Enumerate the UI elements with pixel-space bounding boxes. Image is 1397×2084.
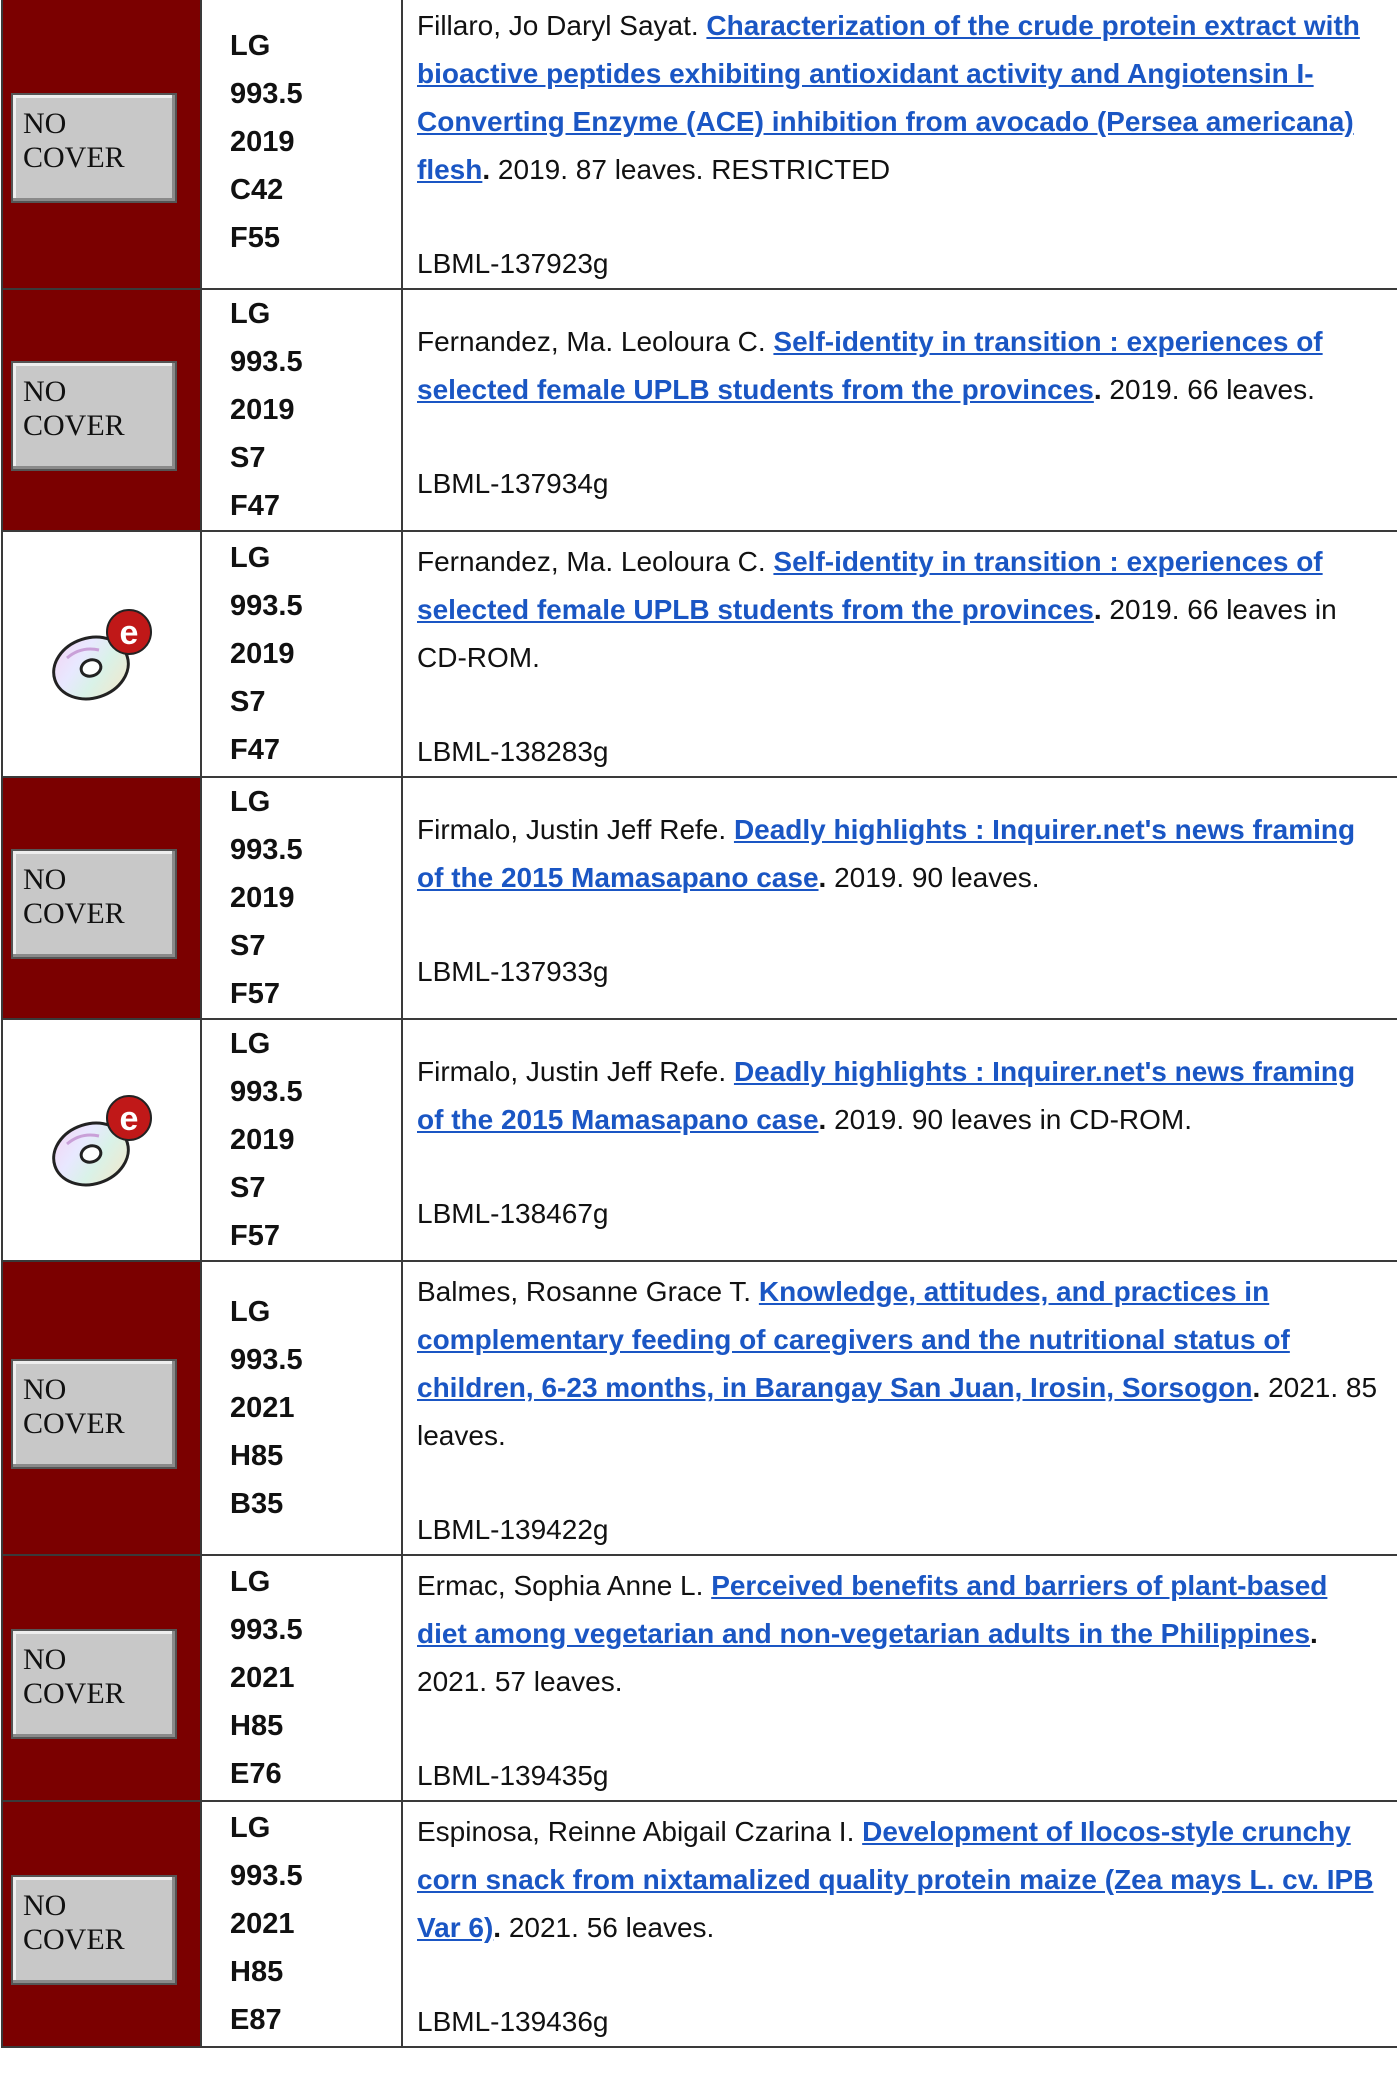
title-period: . xyxy=(818,862,827,893)
catalog-table xyxy=(1,0,1397,2048)
call-number: LG 993.5 2019 S7 F57 xyxy=(201,777,402,1019)
catalog-rows xyxy=(2,0,1397,2047)
catalog-record-row xyxy=(2,1555,1397,1801)
no-cover-line1: NO xyxy=(23,1643,67,1676)
no-cover-line2: COVER xyxy=(23,409,125,442)
author: Ermac, Sophia Anne L. xyxy=(417,1570,712,1601)
accession-number: LBML-137934g xyxy=(417,468,609,499)
cover-cell xyxy=(2,1801,201,2047)
author: Fillaro, Jo Daryl Sayat. xyxy=(417,10,707,41)
title-period: . xyxy=(1093,594,1102,625)
author: Firmalo, Justin Jeff Refe. xyxy=(417,1056,734,1087)
no-cover-placeholder xyxy=(11,1629,177,1739)
cover-cell xyxy=(2,777,201,1019)
title-link[interactable]: Perceived benefits and barriers of plant-based diet among vegetarian and non-vegetarian adults in the Philippines xyxy=(417,1570,1328,1649)
svg-text:e: e xyxy=(119,613,138,652)
catalog-record-row xyxy=(2,1261,1397,1555)
record-description xyxy=(402,1261,1397,1555)
call-number: LG 993.5 2021 H85 E87 xyxy=(201,1801,402,2047)
no-cover-line1: NO xyxy=(23,1889,67,1922)
accession-number: LBML-139422g xyxy=(417,1514,609,1545)
cover-cell xyxy=(2,1019,201,1261)
record-description xyxy=(402,1555,1397,1801)
details: 2021. 85 leaves. xyxy=(417,1372,1378,1451)
cover-cell xyxy=(2,289,201,531)
accession-number: LBML-137933g xyxy=(417,956,609,987)
catalog-record-row xyxy=(2,0,1397,289)
cd-rom-icon xyxy=(47,1088,157,1193)
no-cover-line2: COVER xyxy=(23,141,125,174)
no-cover-line2: COVER xyxy=(23,1407,125,1440)
cover-cell xyxy=(2,1555,201,1801)
title-link[interactable]: Self-identity in transition : experiences of selected female UPLB students from the provinces xyxy=(417,326,1323,405)
cover-cell xyxy=(2,531,201,777)
accession-number: LBML-139436g xyxy=(417,2006,609,2037)
no-cover-line1: NO xyxy=(23,107,67,140)
no-cover-line1: NO xyxy=(23,863,67,896)
author: Fernandez, Ma. Leoloura C. xyxy=(417,326,774,357)
title-link[interactable]: Deadly highlights : Inquirer.net's news framing of the 2015 Mamasapano case xyxy=(417,814,1356,893)
no-cover-line2: COVER xyxy=(23,1923,125,1956)
title-period: . xyxy=(493,1912,502,1943)
accession-number: LBML-139435g xyxy=(417,1760,609,1791)
svg-text:e: e xyxy=(119,1099,138,1138)
title-link[interactable]: Deadly highlights : Inquirer.net's news framing of the 2015 Mamasapano case xyxy=(417,1056,1356,1135)
cover-cell xyxy=(2,1261,201,1555)
author: Balmes, Rosanne Grace T. xyxy=(417,1276,759,1307)
title-period: . xyxy=(1310,1618,1318,1649)
title-period: . xyxy=(1093,374,1102,405)
title-period: . xyxy=(482,154,491,185)
cover-cell xyxy=(2,0,201,289)
record-description xyxy=(402,289,1397,531)
call-number: LG 993.5 2019 S7 F47 xyxy=(201,289,402,531)
catalog-record-row xyxy=(2,1801,1397,2047)
title-link[interactable]: Development of Ilocos-style crunchy corn snack from nixtamalized quality protein maize (Zea mays L. cv. IPB Var 6) xyxy=(417,1816,1374,1943)
no-cover-line2: COVER xyxy=(23,1677,125,1710)
accession-number: LBML-138467g xyxy=(417,1198,609,1229)
no-cover-placeholder xyxy=(11,1359,177,1469)
no-cover-placeholder xyxy=(11,849,177,959)
cd-rom-icon xyxy=(47,602,157,707)
call-number: LG 993.5 2019 S7 F57 xyxy=(201,1019,402,1261)
details: 2019. 90 leaves in CD-ROM. xyxy=(826,1104,1193,1135)
record-description xyxy=(402,777,1397,1019)
call-number: LG 993.5 2019 S7 F47 xyxy=(201,531,402,777)
no-cover-placeholder xyxy=(11,361,177,471)
catalog-record-row xyxy=(2,777,1397,1019)
details: 2021. 57 leaves. xyxy=(417,1666,623,1697)
record-description xyxy=(402,531,1397,777)
details: 2019. 66 leaves. xyxy=(1101,374,1315,405)
catalog-record-row xyxy=(2,1019,1397,1261)
details: 2019. 90 leaves. xyxy=(826,862,1040,893)
title-period: . xyxy=(1252,1372,1261,1403)
record-description xyxy=(402,1019,1397,1261)
title-link[interactable]: Characterization of the crude protein extract with bioactive peptides exhibiting antioxidant activity and Angiotensin I-Converting Enzyme (ACE) inhibition from avocado (Persea americana) flesh xyxy=(417,10,1360,185)
no-cover-line1: NO xyxy=(23,1373,67,1406)
accession-number: LBML-138283g xyxy=(417,736,609,767)
no-cover-line2: COVER xyxy=(23,897,125,930)
details: 2021. 56 leaves. xyxy=(501,1912,715,1943)
author: Firmalo, Justin Jeff Refe. xyxy=(417,814,734,845)
no-cover-line1: NO xyxy=(23,375,67,408)
author: Fernandez, Ma. Leoloura C. xyxy=(417,546,774,577)
accession-number: LBML-137923g xyxy=(417,248,609,279)
details: 2019. 87 leaves. RESTRICTED xyxy=(490,154,891,185)
catalog-record-row xyxy=(2,531,1397,777)
call-number: LG 993.5 2021 H85 E76 xyxy=(201,1555,402,1801)
record-description xyxy=(402,0,1397,289)
no-cover-placeholder xyxy=(11,1875,177,1985)
call-number: LG 993.5 2021 H85 B35 xyxy=(201,1261,402,1555)
author: Espinosa, Reinne Abigail Czarina I. xyxy=(417,1816,863,1847)
title-period: . xyxy=(818,1104,827,1135)
title-link[interactable]: Self-identity in transition : experiences of selected female UPLB students from the provinces xyxy=(417,546,1323,625)
call-number: LG 993.5 2019 C42 F55 xyxy=(201,0,402,289)
record-description xyxy=(402,1801,1397,2047)
title-link[interactable]: Knowledge, attitudes, and practices in complementary feeding of caregivers and the nutritional status of children, 6-23 months, in Barangay San Juan, Irosin, Sorsogon xyxy=(417,1276,1290,1403)
no-cover-placeholder xyxy=(11,93,177,203)
catalog-record-row xyxy=(2,289,1397,531)
details: 2019. 66 leaves in CD-ROM. xyxy=(417,594,1337,673)
